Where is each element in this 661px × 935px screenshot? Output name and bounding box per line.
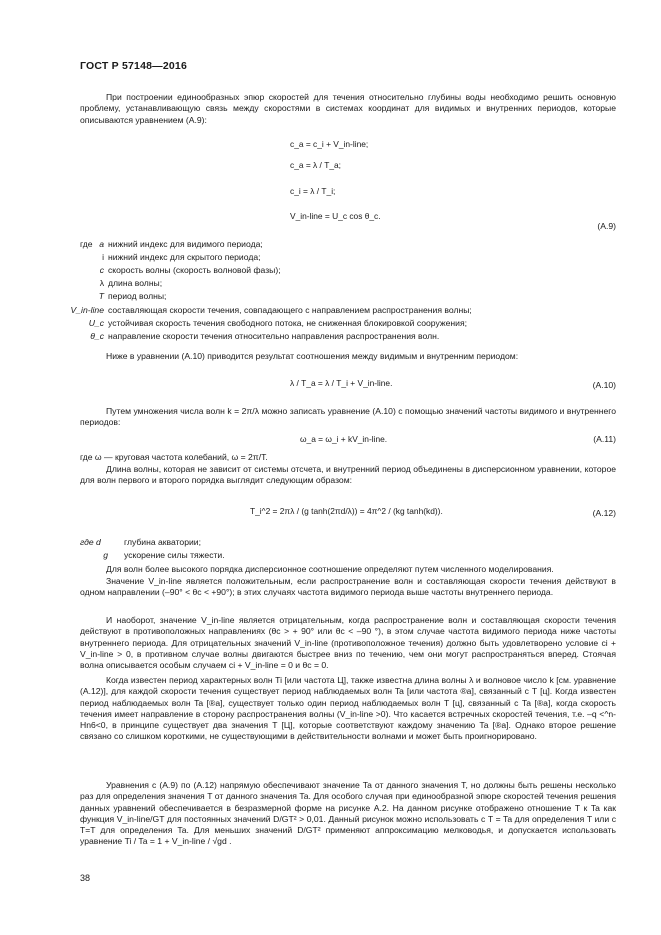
formula-a11: ω_a = ω_i + kV_in-line. <box>300 434 388 444</box>
definitions-list-1 <box>60 239 620 349</box>
definition-text: направление скорости течения относительно направления распространения волн. <box>108 331 440 341</box>
definition-row <box>74 331 614 342</box>
paragraph-omega-definition: где ω — круговая частота колебаний, ω = 2π/T. <box>80 452 268 462</box>
formula-a9-line2: c_a = λ / T_a; <box>290 160 341 170</box>
definition-row <box>74 252 614 263</box>
definition-text: составляющая скорости течения, совпадающего с направлением распространения волны; <box>108 305 472 315</box>
equation-label-a11: (А.11) <box>593 434 616 444</box>
definition-row <box>70 305 614 316</box>
definition-text: нижний индекс для скрытого периода; <box>108 252 261 262</box>
definition-row <box>74 278 614 289</box>
definition-row <box>80 537 620 548</box>
definition-symbol: i <box>102 252 104 262</box>
paragraph-known-period: Когда известен период характерных волн Ti [или частота Ц], также известна длина волны λ и волновое число k [см. уравнение (А.12)], для каждой скорости течения существует период наблюдаемых волн Ta [или частота ®a], связанный с Т [ц]. Когда известен период наблюдаемых волн Ta [®a], существует только один период наблюдаемых волн T [ц], связанный с Ta [®a], когда скорость течения имеет направление в сторону распространения волны (V_in-line >0). Что касается встречных скоростей течения, т.е. –q <^n-Hn6<0, в принципе существует два значения T [Ц], которые соответствуют каждому значению Ta [®a]. Однако второе решение связано со слишком короткими, не существующими в действительности волнами и может быть проигнорировано. <box>80 675 616 742</box>
definition-text: период волны; <box>108 291 167 301</box>
formula-a10: λ / T_a = λ / T_i + V_in-line. <box>290 378 393 388</box>
definition-row <box>74 291 614 302</box>
definition-text: устойчивая скорость течения свободного потока, не сниженная блокировкой сооружения; <box>108 318 468 328</box>
formula-a9-line4: V_in-line = U_c cos θ_c. <box>290 211 381 221</box>
definition-text: ускорение силы тяжести. <box>124 550 225 560</box>
definition-symbol: a <box>99 239 104 249</box>
definitions-list-2 <box>80 537 620 563</box>
formula-a12: T_i^2 = 2πλ / (g tanh(2πd/λ)) = 4π^2 / (kg tanh(kd)). <box>250 506 443 516</box>
equation-label-a9: (А.9) <box>597 221 616 231</box>
definition-row <box>74 318 614 329</box>
page-header: ГОСТ Р 57148—2016 <box>80 60 188 72</box>
formula-a9-line3: c_i = λ / T_i; <box>290 186 336 196</box>
paragraph-a10-intro: Ниже в уравнении (А.10) приводится результат соотношения между видимым и внутренним периодом: <box>106 351 519 361</box>
definition-row <box>74 239 614 250</box>
definition-symbol: c <box>99 265 104 275</box>
definition-symbol: где d <box>80 537 101 547</box>
definition-symbol: θ_c <box>90 331 104 341</box>
definition-symbol: V_in-line <box>70 305 104 315</box>
definition-symbol: T <box>98 291 104 301</box>
definition-symbol: λ <box>99 278 104 288</box>
equation-label-a12: (А.12) <box>592 508 616 518</box>
paragraph-negative-vinline: И наоборот, значение V_in-line является отрицательным, когда распространение волн и составляющая скорости течения действуют в противоположных направлениях (θc > + 90° или θc < –90 °), в этом случае частота видимого периода ниже частоты внутреннего периода. Для отрицательных значений V_in-line (противоположное течения) должно быть удовлетворено условие ci + V_in-line > 0, в противном случае волны двигаются быстрее вниз по течению, чем они могут распространяться вперед. Стоячая волна описывается особым случаем ci + V_in-line = 0 и θc = 0. <box>80 615 616 671</box>
paragraph-higher-order: Для волн более высокого порядка дисперсионное соотношение определяют путем численного моделирования. <box>106 564 554 574</box>
definition-row <box>80 550 620 561</box>
definition-text: скорость волны (скорость волновой фазы); <box>108 265 281 275</box>
formula-a9-line1: c_a = c_i + V_in-line; <box>290 139 369 149</box>
equation-label-a10: (А.10) <box>592 380 616 390</box>
definition-text: нижний индекс для видимого периода; <box>108 239 263 249</box>
page-number: 38 <box>80 873 91 883</box>
definition-symbol: U_c <box>88 318 104 328</box>
definition-text: длина волны; <box>108 278 163 288</box>
paragraph-positive-vinline: Значение V_in-line является положительным, если распространение волн и составляющая скорости течения действуют в одном направлении (–90° < θc < +90°); в этих случаях частота видимого периода выше частоты внутреннего периода. <box>80 576 616 598</box>
where-label: где <box>80 239 93 249</box>
definition-text: глубина акватории; <box>124 537 201 547</box>
definition-symbol: g <box>103 550 108 560</box>
paragraph-intro: При построении единообразных эпюр скоростей для течения относительно глубины воды необходимо решить основную проблему, устанавливающую связь между скоростями в системах координат для видимых и внутренних периодов, которые описываются уравнением (А.9): <box>80 92 616 125</box>
definition-row <box>74 265 614 276</box>
paragraph-equations-solving: Уравнения с (А.9) по (А.12) напрямую обеспечивают значение Ta от данного значения T, но должны быть решены несколько раз для определения значения T от данного значения Ta. Для особого случая при единообразной эпюре скоростей течения решения данных уравнений обеспечивается в безразмерной форме на рисунке А.2. На данном рисунке отображено отношение T к Ta как функция V_in-line/GT для постоянных значений D/GT² > 0,01. Данный рисунок можно использовать с T = Ta для определения T или с T=T для определения Ta. Для меньших значений D/GT² применяют аппроксимацию мелководья, и допускается использовать уравнение Ti / Ta = 1 + V_in-line / √gd . <box>80 780 616 847</box>
paragraph-dispersion-intro: Длина волны, которая не зависит от системы отсчета, и внутренний период объединены в дисперсионном уравнении, которое для волн первого и второго порядка выглядит следующим образом: <box>80 464 616 486</box>
paragraph-a11-intro: Путем умножения числа волн k = 2π/λ можно записать уравнение (А.10) с помощью значений частоты видимого и внутреннего периодов: <box>80 406 616 428</box>
